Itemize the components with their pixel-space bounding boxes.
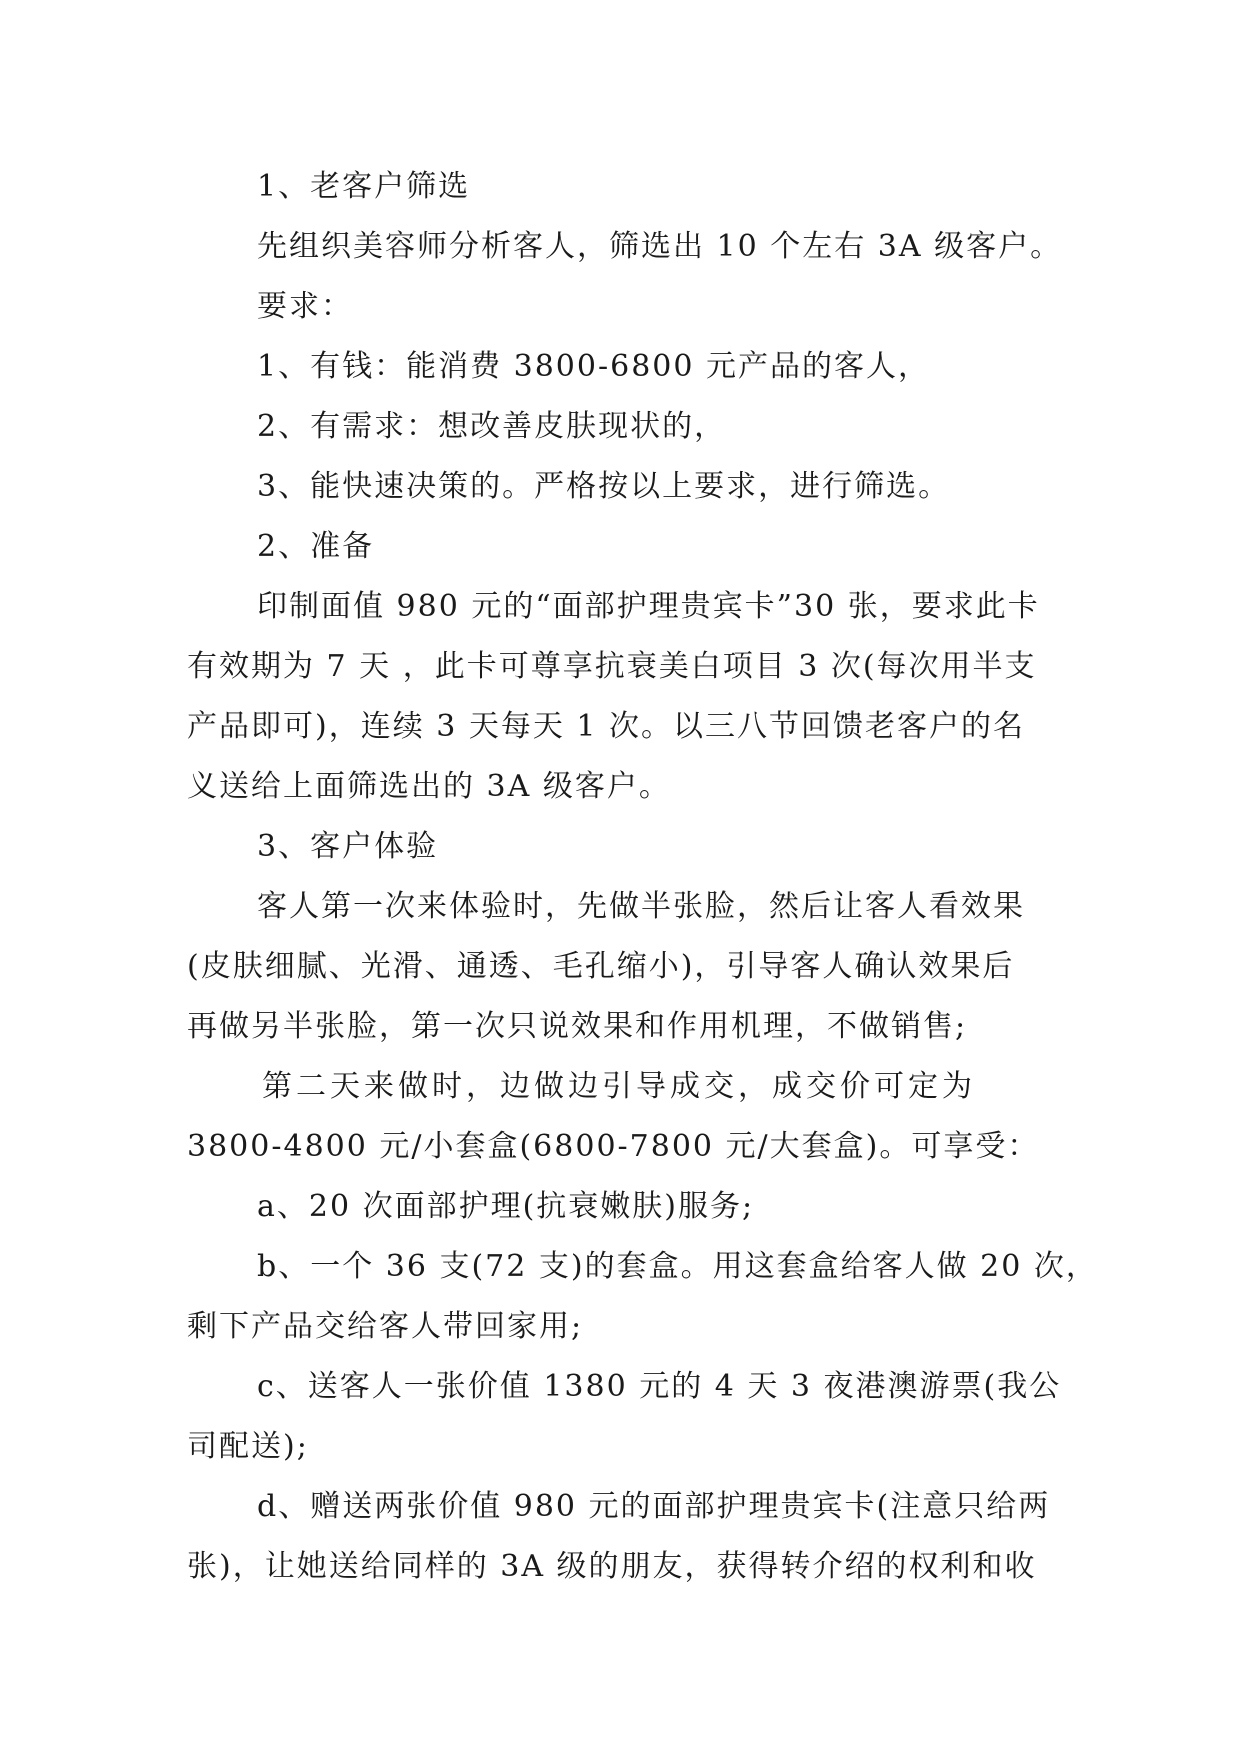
paragraph-line: 要求： xyxy=(257,289,353,324)
paragraph-line: 第二天来做时，边做边引导成交，成交价可定为 xyxy=(262,1069,976,1104)
paragraph-line: 印制面值 980 元的“面部护理贵宾卡”30 张，要求此卡 xyxy=(257,589,1040,624)
list-item: 2、有需求：想改善皮肤现状的， xyxy=(257,409,727,444)
list-item: c、送客人一张价值 1380 元的 4 天 3 夜港澳游票(我公 xyxy=(257,1369,1062,1404)
paragraph-line: 3800-4800 元/小套盒(6800-7800 元/大套盒)。可享受： xyxy=(187,1129,1040,1164)
paragraph-line: 产品即可)，连续 3 天每天 1 次。以三八节回馈老客户的名 xyxy=(187,709,1026,744)
paragraph-line: 剩下产品交给客人带回家用; xyxy=(187,1309,584,1344)
paragraph-line: 客人第一次来体验时，先做半张脸，然后让客人看效果 xyxy=(257,889,1025,924)
paragraph-line: 有效期为 7 天 ，此卡可尊享抗衰美白项目 3 次(每次用半支 xyxy=(187,649,1037,684)
list-item: a、20 次面部护理(抗衰嫩肤)服务; xyxy=(257,1189,755,1224)
list-item: b、一个 36 支(72 支)的套盒。用这套盒给客人做 20 次， xyxy=(257,1249,1098,1284)
paragraph-line: 张)，让她送给同样的 3A 级的朋友，获得转介绍的权利和收 xyxy=(187,1549,1037,1584)
list-item: d、赠送两张价值 980 元的面部护理贵宾卡(注意只给两 xyxy=(257,1489,1051,1524)
section-heading-customer-screening: 1、老客户筛选 xyxy=(257,169,471,204)
paragraph-line: (皮肤细腻、光滑、通透、毛孔缩小)，引导客人确认效果后 xyxy=(187,949,1015,984)
list-item: 3、能快速决策的。严格按以上要求，进行筛选。 xyxy=(257,469,951,504)
section-heading-preparation: 2、准备 xyxy=(257,529,375,564)
paragraph-line: 义送给上面筛选出的 3A 级客户。 xyxy=(187,769,671,804)
paragraph-line: 司配送); xyxy=(187,1429,309,1464)
list-item: 1、有钱：能消费 3800-6800 元产品的客人， xyxy=(257,349,930,384)
paragraph-line: 先组织美容师分析客人，筛选出 10 个左右 3A 级客户。 xyxy=(257,229,1063,264)
section-heading-customer-experience: 3、客户体验 xyxy=(257,829,439,864)
paragraph-line: 再做另半张脸，第一次只说效果和作用机理，不做销售; xyxy=(187,1009,968,1044)
